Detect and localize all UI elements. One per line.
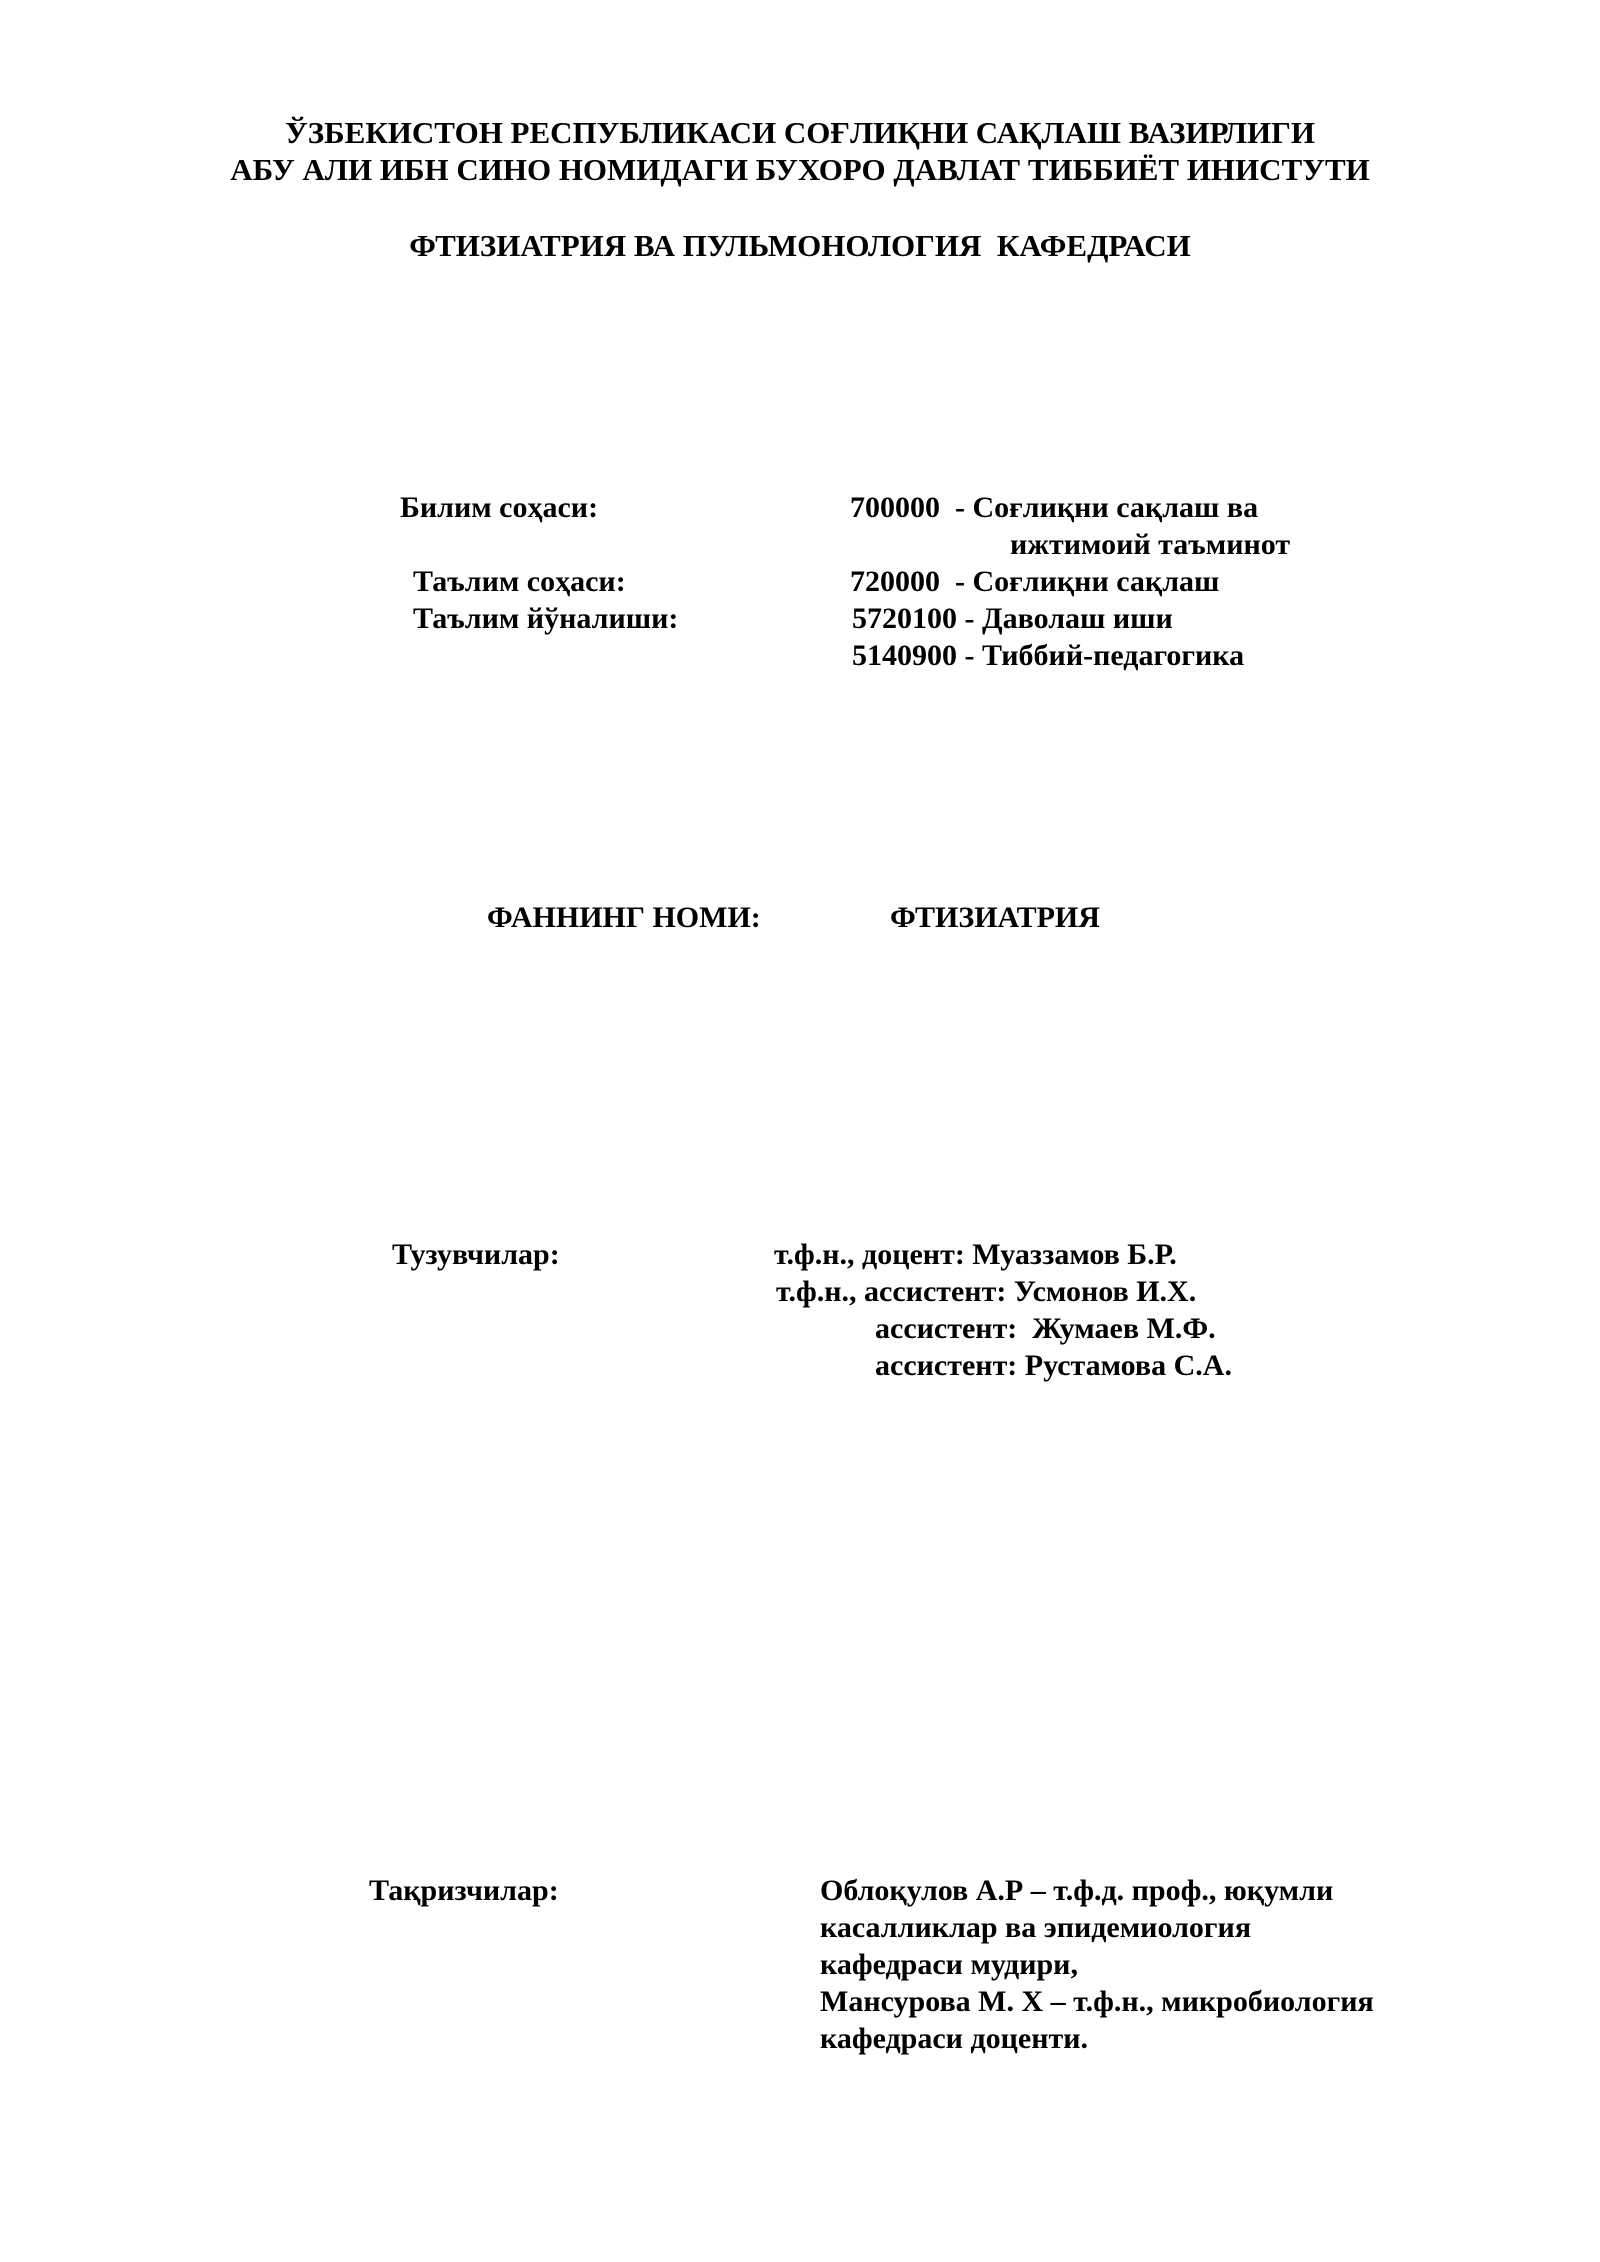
- author-line: ассистент: Жумаев М.Ф.: [875, 1312, 1216, 1345]
- author-line: ассистент: Рустамова С.А.: [875, 1349, 1232, 1382]
- reviewer-line: кафедраси мудири,: [820, 1948, 1078, 1981]
- reviewer-line: кафедраси доценти.: [820, 2022, 1089, 2055]
- reviewers-label: Тақризчилар:: [369, 1874, 559, 1907]
- subject-value: ФТИЗИАТРИЯ: [890, 901, 1100, 934]
- direction-value-second: 5140900 - Тиббий-педагогика: [852, 639, 1245, 672]
- education-area-label: Таълим соҳаси:: [413, 565, 626, 598]
- education-area-value: 720000 - Соғлиқни сақлаш: [850, 565, 1220, 598]
- knowledge-area-value-cont: ижтимоий таъминот: [1010, 528, 1291, 561]
- department-title: ФТИЗИАТРИЯ ВА ПУЛЬМОНОЛОГИЯ КАФЕДРАСИ: [409, 228, 1191, 263]
- institute-title: АБУ АЛИ ИБН СИНО НОМИДАГИ БУХОРО ДАВЛАТ ТИББИЁТ ИНИСТУТИ: [230, 152, 1370, 187]
- knowledge-area-label: Билим соҳаси:: [400, 491, 599, 524]
- ministry-title: ЎЗБЕКИСТОН РЕСПУБЛИКАСИ СОҒЛИҚНИ САҚЛАШ ВАЗИРЛИГИ: [285, 115, 1315, 150]
- direction-value: 5720100 - Даволаш иши: [852, 602, 1173, 635]
- reviewer-line: касалликлар ва эпидемиология: [820, 1911, 1252, 1944]
- author-line: т.ф.н., ассистент: Усмонов И.Х.: [776, 1275, 1197, 1308]
- knowledge-area-value: 700000 - Соғлиқни сақлаш ва: [850, 491, 1259, 524]
- reviewer-line: Мансурова М. Х – т.ф.н., микробиология: [820, 1985, 1374, 2018]
- reviewer-line: Облоқулов А.Р – т.ф.д. проф., юқумли: [820, 1874, 1334, 1907]
- direction-label: Таълим йўналиши:: [413, 602, 679, 635]
- subject-label: ФАННИНГ НОМИ:: [487, 901, 761, 934]
- author-line: т.ф.н., доцент: Муаззамов Б.Р.: [774, 1238, 1177, 1271]
- authors-label: Тузувчилар:: [392, 1238, 560, 1271]
